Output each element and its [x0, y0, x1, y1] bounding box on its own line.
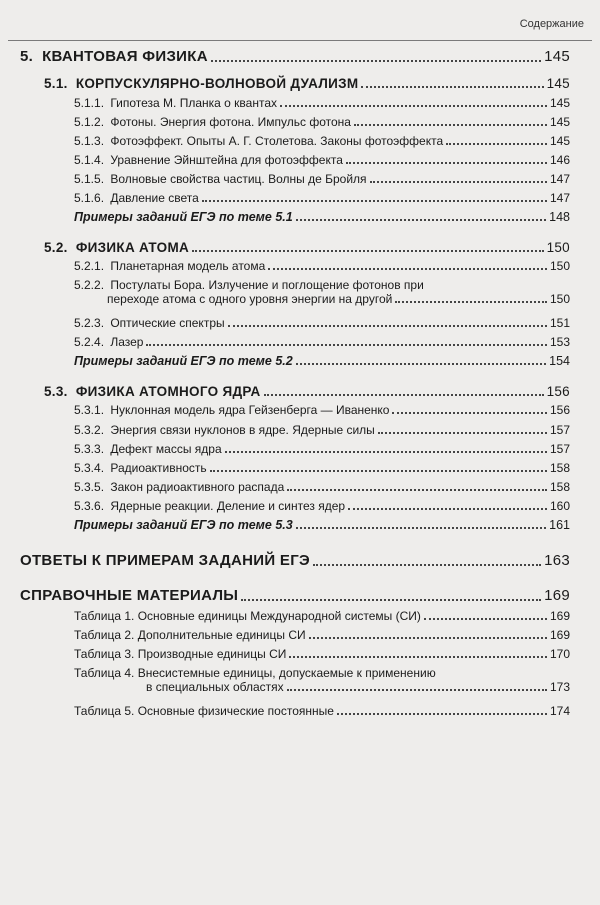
- table-title: Таблица 4. Внесистемные единицы, допускаемые к применению: [74, 666, 436, 680]
- item-title: Постулаты Бора. Излучение и поглощение фотонов при: [110, 278, 424, 292]
- page-number: 150: [546, 240, 570, 255]
- leader-dots: [378, 431, 547, 434]
- leader-dots: [309, 636, 547, 639]
- toc-item-5-3-1[interactable]: [74, 403, 570, 417]
- page-number: 147: [549, 191, 570, 205]
- section-number: 5.3.: [44, 384, 68, 399]
- page-number: 148: [549, 210, 570, 224]
- item-number: 5.1.2.: [74, 115, 105, 129]
- item-title: Ядерные реакции. Деление и синтез ядер: [110, 499, 346, 513]
- item-title: Планетарная модель атома: [110, 259, 266, 273]
- leader-dots: [392, 411, 546, 414]
- section-title: ФИЗИКА АТОМНОГО ЯДРА: [75, 384, 261, 399]
- toc-table-1[interactable]: [74, 609, 570, 623]
- item-title: Энергия связи нуклонов в ядре. Ядерные силы: [110, 423, 375, 437]
- leader-dots: [354, 123, 547, 126]
- toc-examples-5-2[interactable]: [74, 354, 570, 368]
- toc-item-5-2-2[interactable]: [74, 278, 570, 306]
- leader-dots: [280, 104, 547, 107]
- toc-table-2[interactable]: [74, 628, 570, 642]
- page-number: 156: [546, 384, 570, 399]
- toc-item-5-1-6[interactable]: [74, 191, 570, 205]
- toc-item-5-1-3[interactable]: [74, 134, 570, 148]
- leader-dots: [361, 85, 543, 88]
- item-title: Дефект массы ядра: [110, 442, 222, 456]
- item-number: 5.3.3.: [74, 442, 105, 456]
- leader-dots: [370, 180, 547, 183]
- page-number: 157: [549, 423, 570, 437]
- page-number: 145: [549, 134, 570, 148]
- page-number: 156: [549, 403, 570, 417]
- page-number: 145: [549, 96, 570, 110]
- page-number: 173: [549, 680, 570, 694]
- toc-item-5-1-1[interactable]: [74, 96, 570, 110]
- examples-title: Примеры заданий ЕГЭ по теме 5.2: [74, 354, 293, 368]
- chapter-number: 5.: [20, 48, 34, 65]
- toc-item-5-2-3[interactable]: [74, 316, 570, 330]
- page-number: 153: [549, 335, 570, 349]
- page-number: 174: [549, 704, 570, 718]
- leader-dots: [202, 199, 547, 202]
- item-title: Лазер: [110, 335, 144, 349]
- toc-item-5-1-5[interactable]: [74, 172, 570, 186]
- toc-table-3[interactable]: [74, 647, 570, 661]
- leader-dots: [211, 59, 541, 62]
- section-number: 5.1.: [44, 76, 68, 91]
- leader-dots: [146, 343, 546, 346]
- page-number: 154: [549, 354, 570, 368]
- page-number: 150: [549, 292, 570, 306]
- toc-item-5-2-4[interactable]: [74, 335, 570, 349]
- section-title: КОРПУСКУЛЯРНО-ВОЛНОВОЙ ДУАЛИЗМ: [75, 76, 359, 91]
- page-number: 170: [549, 647, 570, 661]
- page-number: 169: [549, 628, 570, 642]
- item-title: Волновые свойства частиц. Волны де Бройля: [110, 172, 367, 186]
- leader-dots: [192, 249, 544, 252]
- item-title: Закон радиоактивного распада: [110, 480, 285, 494]
- page-number: 151: [549, 316, 570, 330]
- section-number: 5.2.: [44, 240, 68, 255]
- leader-dots: [395, 300, 547, 303]
- item-title: Оптические спектры: [110, 316, 225, 330]
- toc-section-5-3[interactable]: [44, 384, 570, 399]
- toc-table-5[interactable]: [74, 704, 570, 718]
- page-number: 145: [549, 115, 570, 129]
- item-title: Гипотеза М. Планка о квантах: [110, 96, 278, 110]
- toc-item-5-1-4[interactable]: [74, 153, 570, 167]
- leader-dots: [268, 267, 547, 270]
- leader-dots: [296, 526, 546, 529]
- page-number: 157: [549, 442, 570, 456]
- page-number: 169: [549, 609, 570, 623]
- running-header: Содержание: [519, 18, 584, 30]
- leader-dots: [225, 450, 547, 453]
- header-rule: [8, 40, 592, 41]
- toc-item-5-3-5[interactable]: [74, 480, 570, 494]
- reference-title: СПРАВОЧНЫЕ МАТЕРИАЛЫ: [20, 587, 239, 604]
- page-number: 163: [544, 552, 570, 569]
- item-number: 5.2.4.: [74, 335, 105, 349]
- item-title: Давление света: [110, 191, 199, 205]
- item-number: 5.3.5.: [74, 480, 105, 494]
- chapter-title: КВАНТОВАЯ ФИЗИКА: [42, 48, 208, 65]
- page-number: 161: [549, 518, 570, 532]
- table-title: Таблица 5. Основные физические постоянные: [74, 704, 334, 718]
- page-number: 169: [544, 587, 570, 604]
- leader-dots: [424, 617, 547, 620]
- page-number: 158: [549, 461, 570, 475]
- item-number: 5.3.2.: [74, 423, 105, 437]
- item-number: 5.3.4.: [74, 461, 105, 475]
- page-number: 160: [549, 499, 570, 513]
- leader-dots: [346, 161, 547, 164]
- leader-dots: [210, 469, 547, 472]
- item-title: Уравнение Эйнштейна для фотоэффекта: [110, 153, 343, 167]
- toc-item-5-3-3[interactable]: [74, 442, 570, 456]
- item-number: 5.2.3.: [74, 316, 105, 330]
- item-number: 5.1.3.: [74, 134, 105, 148]
- toc-answers[interactable]: [20, 552, 570, 569]
- toc-reference[interactable]: [20, 587, 570, 604]
- leader-dots: [296, 218, 546, 221]
- leader-dots: [296, 362, 546, 365]
- item-number: 5.1.1.: [74, 96, 105, 110]
- page-number: 158: [549, 480, 570, 494]
- examples-title: Примеры заданий ЕГЭ по теме 5.1: [74, 210, 293, 224]
- toc-item-5-3-2[interactable]: [74, 423, 570, 437]
- table-title: Таблица 1. Основные единицы Международной системы (СИ): [74, 609, 421, 623]
- item-number: 5.1.4.: [74, 153, 105, 167]
- answers-title: ОТВЕТЫ К ПРИМЕРАМ ЗАДАНИЙ ЕГЭ: [20, 552, 311, 569]
- item-title: Радиоактивность: [110, 461, 207, 475]
- toc-section-5-1[interactable]: [44, 76, 570, 91]
- toc-examples-5-1[interactable]: [74, 210, 570, 224]
- leader-dots: [264, 393, 544, 396]
- examples-title: Примеры заданий ЕГЭ по теме 5.3: [74, 518, 293, 532]
- toc-item-5-2-1[interactable]: [74, 259, 570, 273]
- item-number: 5.2.1.: [74, 259, 105, 273]
- item-title: Фотоэффект. Опыты А. Г. Столетова. Законы фотоэффекта: [110, 134, 444, 148]
- leader-dots: [287, 488, 547, 491]
- table-title: Таблица 2. Дополнительные единицы СИ: [74, 628, 306, 642]
- page-number: 145: [546, 76, 570, 91]
- toc-chapter-5[interactable]: [20, 48, 570, 65]
- item-number: 5.1.6.: [74, 191, 105, 205]
- leader-dots: [337, 712, 547, 715]
- item-title: Нуклонная модель ядра Гейзенберга — Иваненко: [110, 403, 390, 417]
- item-number: 5.2.2.: [74, 278, 105, 292]
- leader-dots: [241, 598, 541, 601]
- item-number: 5.1.5.: [74, 172, 105, 186]
- toc-section-5-2[interactable]: [44, 240, 570, 255]
- toc-item-5-3-4[interactable]: [74, 461, 570, 475]
- item-number: 5.3.1.: [74, 403, 105, 417]
- leader-dots: [446, 142, 547, 145]
- item-number: 5.3.6.: [74, 499, 105, 513]
- page-number: 150: [549, 259, 570, 273]
- toc-item-5-3-6[interactable]: [74, 499, 570, 513]
- leader-dots: [289, 655, 547, 658]
- item-title-continued: переходе атома с одного уровня энергии на другой: [107, 292, 393, 306]
- table-title: Таблица 3. Производные единицы СИ: [74, 647, 287, 661]
- section-title: ФИЗИКА АТОМА: [75, 240, 190, 255]
- toc-examples-5-3[interactable]: [74, 518, 570, 532]
- toc-table-4[interactable]: [74, 666, 570, 694]
- item-title: Фотоны. Энергия фотона. Импульс фотона: [110, 115, 351, 129]
- page-number: 146: [549, 153, 570, 167]
- page-number: 145: [544, 48, 570, 65]
- leader-dots: [287, 688, 547, 691]
- page-number: 147: [549, 172, 570, 186]
- leader-dots: [348, 507, 547, 510]
- leader-dots: [313, 563, 541, 566]
- table-title-continued: в специальных областях: [146, 680, 284, 694]
- leader-dots: [228, 324, 547, 327]
- toc-item-5-1-2[interactable]: [74, 115, 570, 129]
